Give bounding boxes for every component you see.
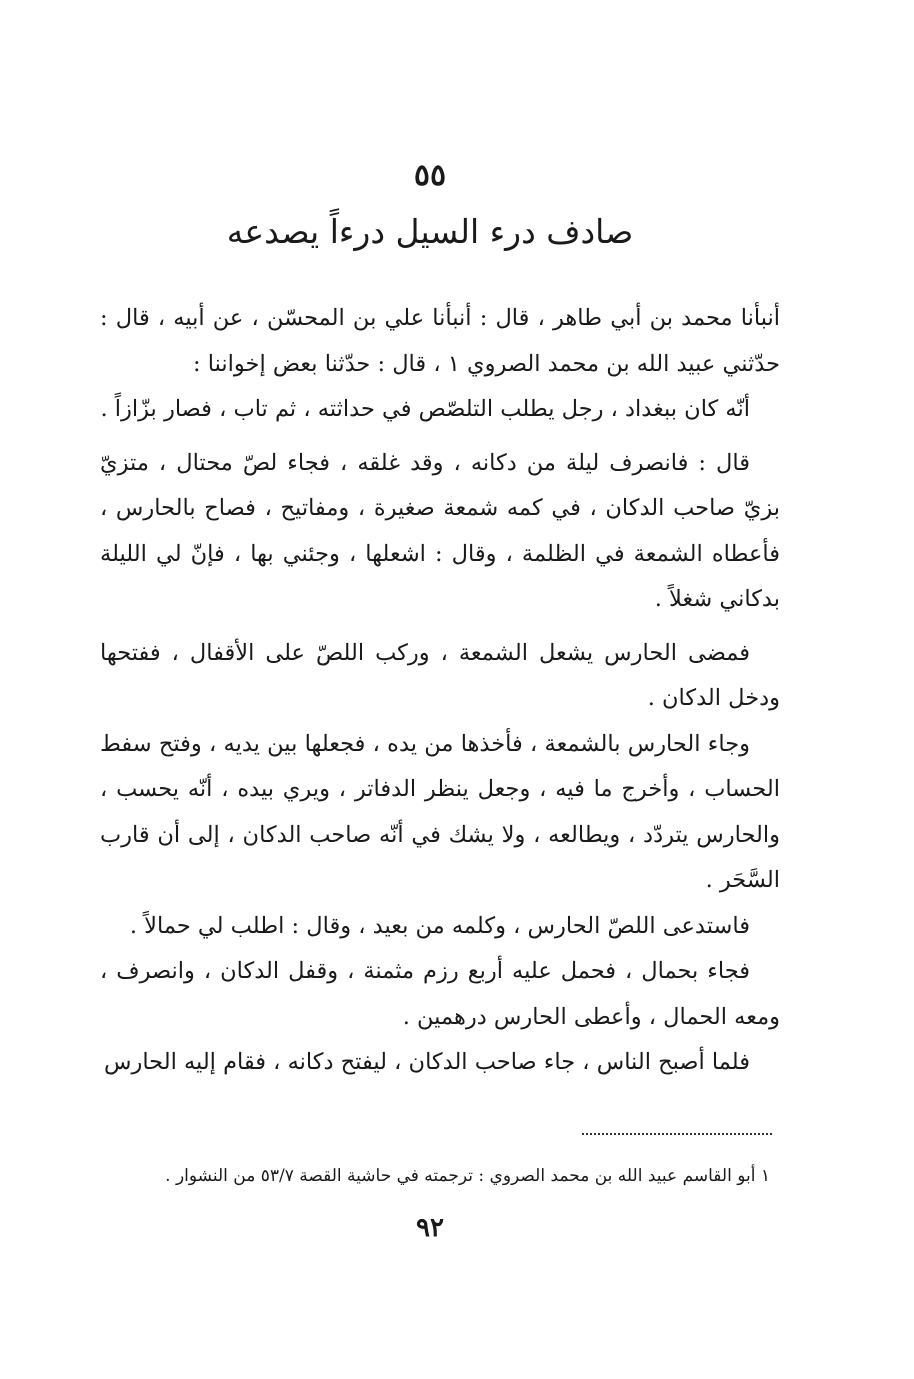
story-title: صادف درء السيل درءاً يصدعه	[226, 212, 634, 251]
paragraph-morning: فلما أصبح الناس ، جاء صاحب الدكان ، ليفتح دكانه ، فقام إليه الحارس	[104, 1049, 750, 1075]
paragraph-thief-arrives: قال : فانصرف ليلة من دكانه ، وقد غلقه ، فجاء لصّ محتال ، متزيّ بزيّ صاحب الدكان ، في كمه شمعة صغيرة ، ومفاتيح ، فصاح بالحارس ، فأعطاه الشمعة في الظلمة ، وقال : اشعلها ، وجئني بها ، فإنّ لي الليلة بدكاني شغلاً .	[100, 449, 780, 612]
story-number: ٥٥	[413, 158, 447, 193]
page-number: ٩٢	[416, 1213, 444, 1243]
paragraph-locks-opened: فمضى الحارس يشعل الشمعة ، وركب اللصّ على الأقفال ، ففتحها ودخل الدكان .	[100, 639, 780, 711]
footnote-separator	[582, 1133, 772, 1135]
paragraph-porter-arrives: فجاء بحمال ، فحمل عليه أربع رزم مثمنة ، وقفل الدكان ، وانصرف ، ومعه الحمال ، وأعطى الحارس درهمين .	[100, 958, 780, 1030]
paragraph-intro: أنّه كان ببغداد ، رجل يطلب التلصّص في حداثته ، ثم تاب ، فصار بزّازاً .	[100, 396, 750, 422]
paragraph-porter-request: فاستدعى اللصّ الحارس ، وكلمه من بعيد ، وقال : اطلب لي حمالاً .	[129, 912, 750, 939]
footnote: ١ أبو القاسم عبيد الله بن محمد الصروي : ترجمته في حاشية القصة ٥٣/٧ من النشوار .	[165, 1166, 770, 1186]
paragraph-isnad: أنبأنا محمد بن أبي طاهر ، قال : أنبأنا علي بن المحسّن ، عن أبيه ، قال : حدّثني عبيد الله بن محمد الصروي ١ ، قال : حدّثنا بعض إخواننا :	[100, 305, 780, 377]
story-body	[100, 296, 780, 1086]
paragraph-candle: وجاء الحارس بالشمعة ، فأخذها من يده ، فجعلها بين يديه ، وفتح سفط الحساب ، وأخرج ما فيه ، وجعل ينظر الدفاتر ، ويري بيده ، أنّه يحسب ، والحارس يتردّد ، ويطالعه ، ولا يشك في أنّه صاحب الدكان ، إلى أن قارب السَّحَر .	[100, 730, 780, 893]
